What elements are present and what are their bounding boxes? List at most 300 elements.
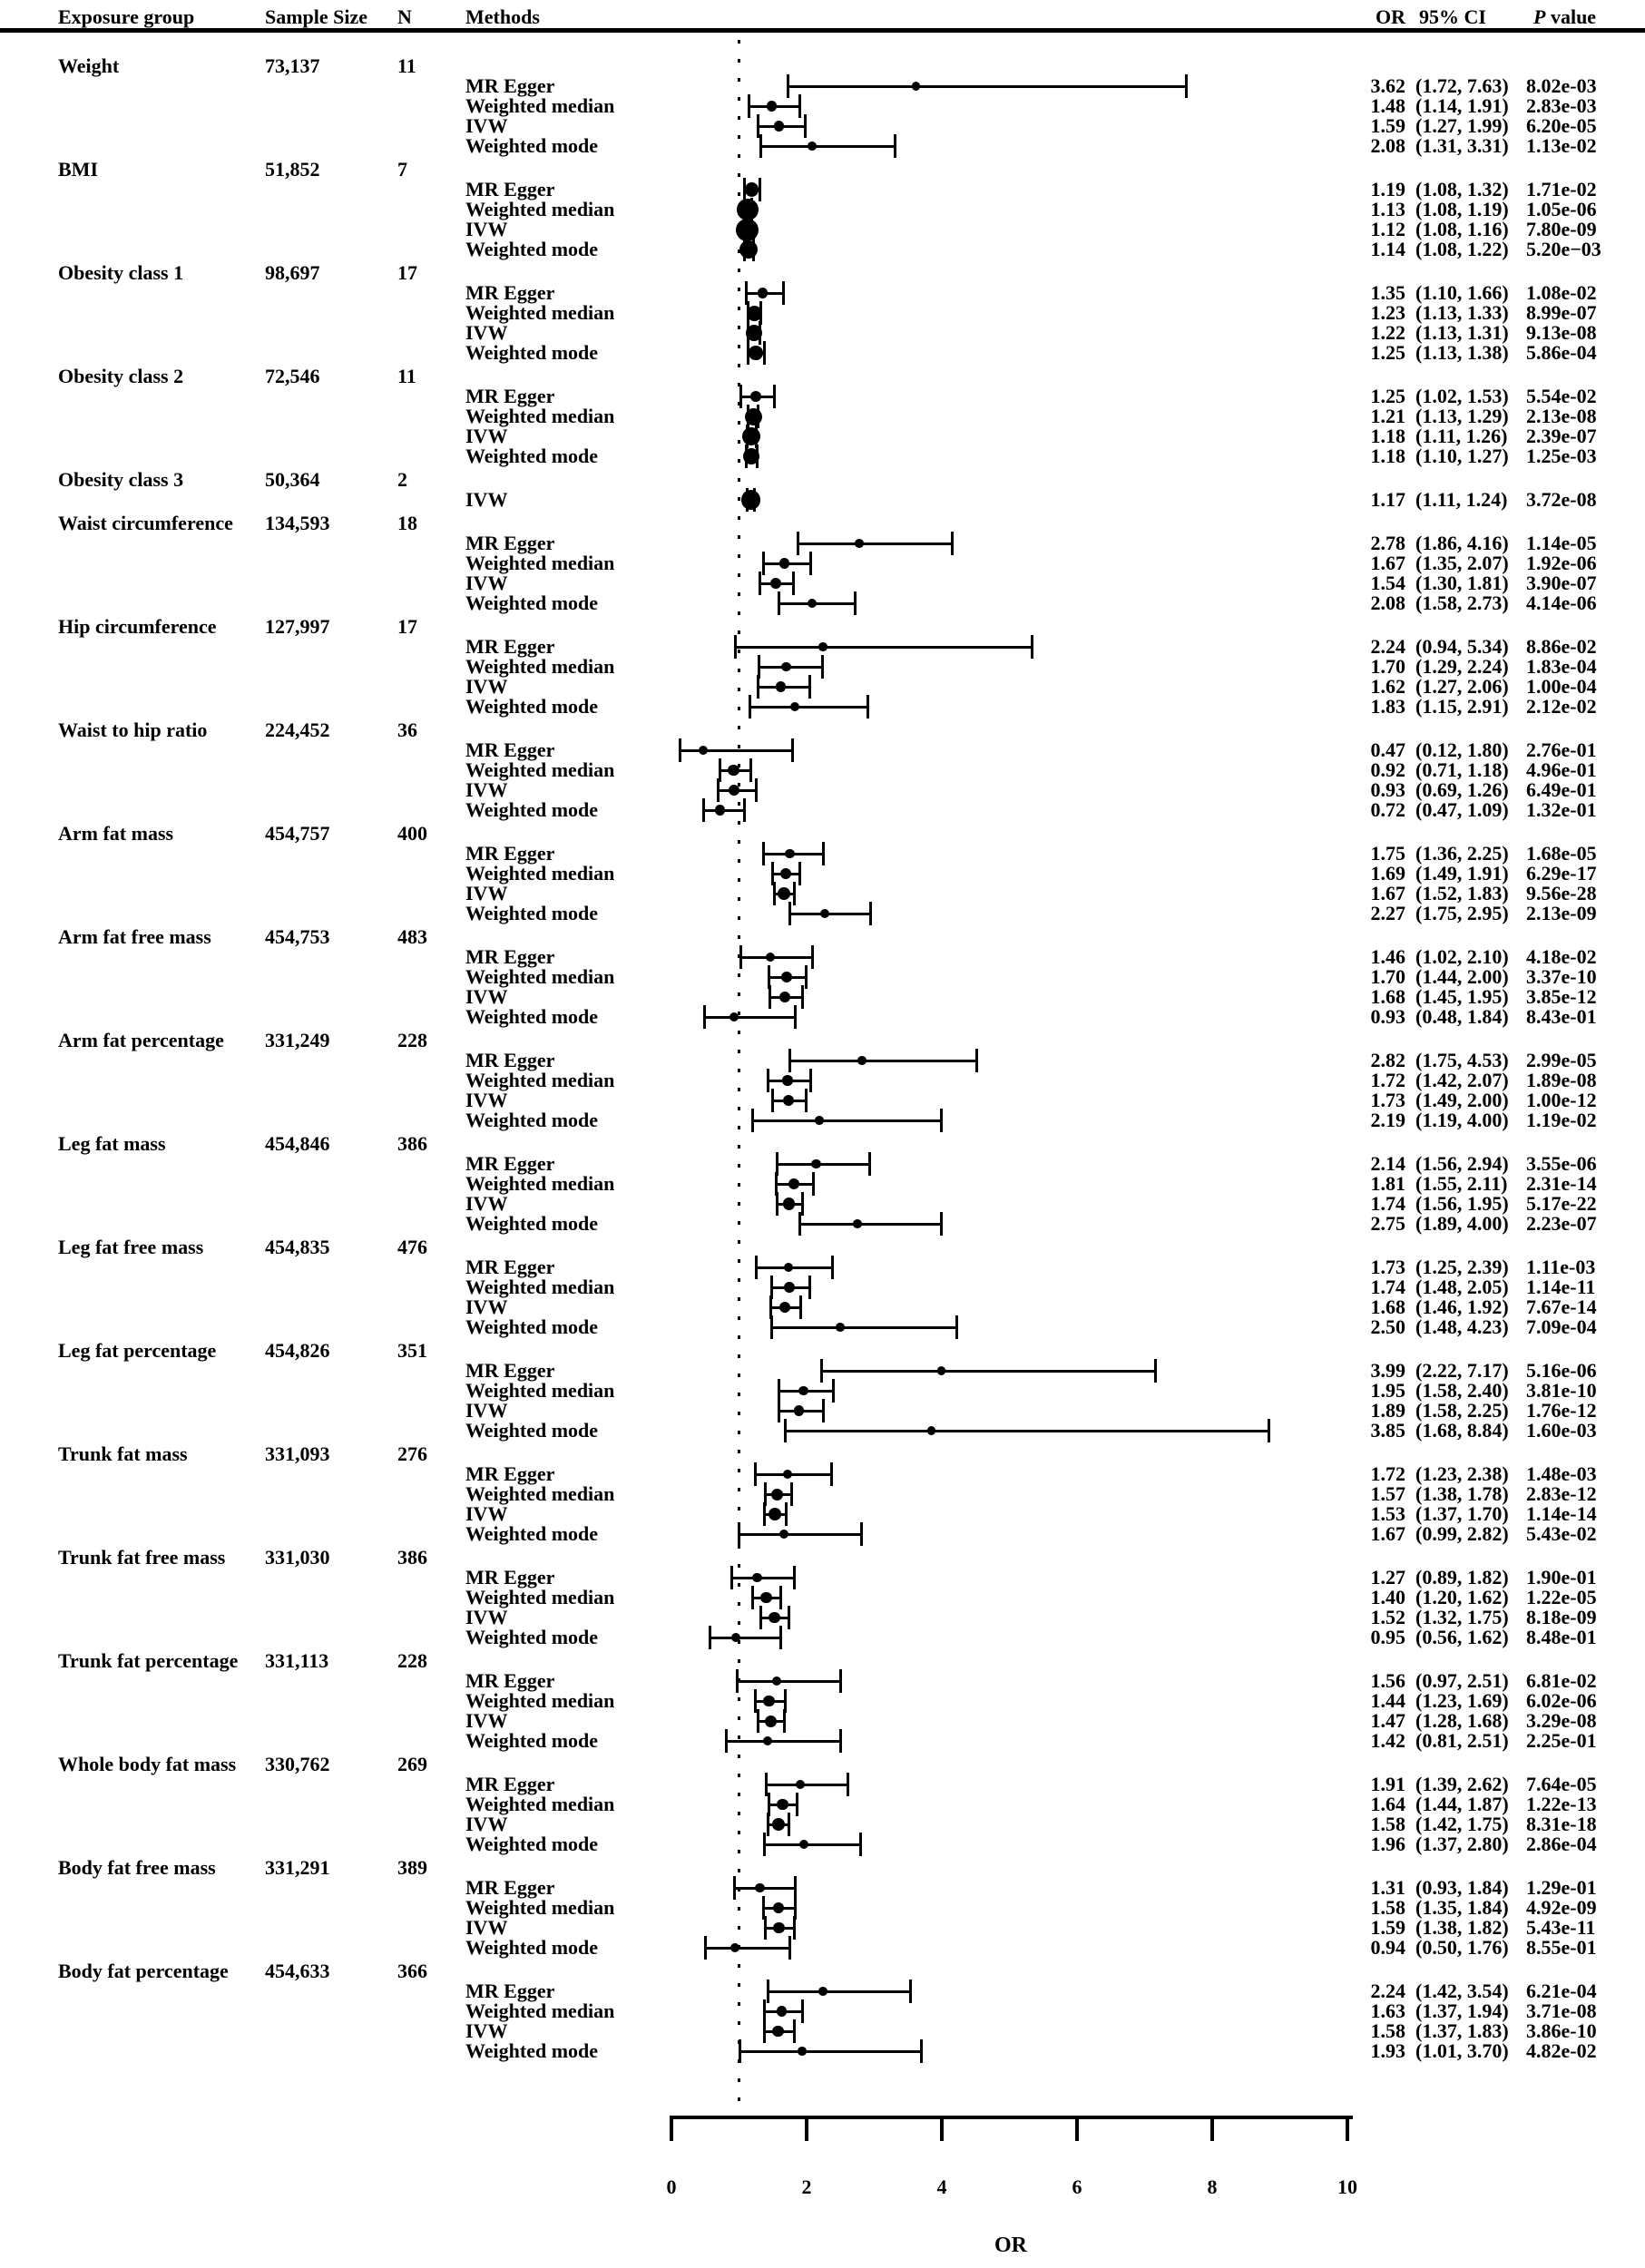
method-label: Weighted median [465, 301, 615, 324]
ci-upper-cap [847, 1773, 849, 1796]
point-estimate-marker [780, 868, 792, 880]
confidence-interval-bar [735, 646, 1033, 649]
ci-lower-cap [757, 1709, 759, 1733]
point-estimate-marker [742, 427, 760, 445]
ci-value: (0.56, 1.62) [1415, 1626, 1509, 1648]
ci-upper-cap [822, 1399, 825, 1422]
sample-size-value: 134,593 [265, 512, 330, 534]
point-estimate-marker [715, 805, 726, 816]
or-value: 2.78 [1370, 532, 1405, 554]
or-value: 0.93 [1370, 1005, 1405, 1028]
point-estimate-marker [767, 101, 777, 111]
method-label: Weighted median [465, 758, 615, 781]
ci-lower-cap [751, 1586, 754, 1609]
point-estimate-marker [769, 1508, 781, 1520]
method-label: Weighted median [465, 94, 615, 117]
sample-size-value: 331,030 [265, 1546, 330, 1569]
sample-size-value: 331,113 [265, 1649, 329, 1672]
point-estimate-marker [766, 953, 775, 962]
x-axis-title: OR [994, 2234, 1027, 2257]
ci-value: (1.46, 1.92) [1415, 1295, 1509, 1318]
exposure-label: Trunk fat percentage [58, 1649, 239, 1672]
ci-upper-cap [832, 1379, 835, 1403]
ci-upper-cap [955, 1315, 958, 1339]
or-value: 1.46 [1370, 945, 1405, 968]
point-estimate-marker [820, 909, 829, 918]
ci-value: (1.56, 2.94) [1415, 1152, 1509, 1175]
n-snps-value: 386 [397, 1546, 427, 1569]
ci-lower-cap [763, 1833, 766, 1856]
point-estimate-marker [755, 1883, 765, 1893]
or-value: 2.19 [1370, 1109, 1405, 1131]
method-label: Weighted mode [465, 902, 599, 924]
n-snps-value: 17 [397, 261, 417, 284]
ci-upper-cap [839, 1729, 842, 1753]
exposure-label: Trunk fat free mass [58, 1546, 226, 1569]
n-snps-value: 17 [397, 615, 417, 638]
p-value-italic-letter: P [1533, 5, 1546, 28]
p-value-rest: value [1545, 5, 1597, 28]
ci-value: (1.38, 1.82) [1415, 1916, 1509, 1939]
ci-upper-cap [869, 902, 872, 925]
point-estimate-marker [763, 1736, 772, 1745]
ci-value: (1.11, 1.24) [1415, 488, 1508, 511]
or-value: 1.89 [1370, 1399, 1405, 1422]
sample-size-value: 50,364 [265, 468, 320, 491]
p-value: 1.60e-03 [1526, 1419, 1597, 1442]
or-value: 1.53 [1370, 1502, 1405, 1525]
point-estimate-marker [779, 1530, 788, 1539]
point-estimate-marker [772, 2026, 783, 2037]
point-estimate-marker [857, 1056, 867, 1065]
confidence-interval-bar [768, 1990, 911, 1993]
ci-upper-cap [793, 1566, 796, 1589]
ci-value: (1.20, 1.62) [1415, 1586, 1509, 1608]
ci-lower-cap [733, 1876, 736, 1900]
ci-value: (1.58, 2.40) [1415, 1379, 1509, 1402]
point-estimate-marker [937, 1366, 945, 1374]
p-value: 2.86e-04 [1526, 1833, 1597, 1855]
ci-lower-cap [679, 738, 681, 762]
confidence-interval-bar [789, 1060, 977, 1062]
p-value: 6.20e-05 [1526, 114, 1597, 137]
x-axis-tick-label: 8 [1207, 2175, 1218, 2198]
ci-value: (1.49, 2.00) [1415, 1089, 1509, 1111]
confidence-interval-bar [789, 913, 870, 915]
ci-value: (1.42, 3.54) [1415, 1980, 1509, 2002]
ci-lower-cap [778, 591, 780, 615]
point-estimate-marker [785, 849, 795, 859]
method-label: IVW [465, 425, 508, 447]
x-axis-tick [940, 2116, 944, 2141]
ci-upper-cap [788, 1813, 790, 1836]
ci-upper-cap [1268, 1419, 1270, 1442]
p-value: 2.76e-01 [1526, 738, 1597, 761]
ci-value: (1.10, 1.27) [1415, 445, 1509, 467]
ci-lower-cap [773, 882, 776, 905]
p-value: 4.96e-01 [1526, 758, 1597, 781]
x-axis-tick [1075, 2116, 1079, 2141]
point-estimate-marker [752, 1573, 762, 1583]
p-value: 8.99e-07 [1526, 301, 1597, 324]
ci-value: (1.08, 1.22) [1415, 238, 1509, 260]
method-label: IVW [465, 1813, 508, 1835]
or-value: 1.73 [1370, 1089, 1405, 1111]
or-value: 0.94 [1370, 1936, 1405, 1959]
p-value: 3.55e-06 [1526, 1152, 1597, 1175]
point-estimate-marker [739, 240, 758, 259]
ci-value: (1.89, 4.00) [1415, 1212, 1509, 1235]
ci-value: (0.99, 2.82) [1415, 1522, 1509, 1545]
method-label: IVW [465, 985, 508, 1008]
p-value: 1.14e-05 [1526, 532, 1597, 554]
confidence-interval-bar [778, 602, 857, 605]
p-value: 5.16e-06 [1526, 1359, 1597, 1382]
p-value: 6.29e-17 [1526, 862, 1597, 885]
or-value: 1.69 [1370, 862, 1405, 885]
point-estimate-marker [771, 1489, 783, 1501]
p-value: 5.17e-22 [1526, 1192, 1597, 1215]
point-estimate-marker [811, 1159, 820, 1168]
or-value: 1.47 [1370, 1709, 1405, 1732]
ci-upper-cap [1031, 635, 1033, 659]
ci-value: (1.08, 1.32) [1415, 178, 1509, 200]
or-value: 1.83 [1370, 695, 1405, 718]
ci-lower-cap [778, 1399, 780, 1422]
n-snps-value: 2 [397, 468, 407, 491]
ci-lower-cap [763, 1502, 766, 1526]
point-estimate-marker [818, 642, 827, 650]
or-value: 2.75 [1370, 1212, 1405, 1235]
ci-lower-cap [771, 1089, 774, 1112]
exposure-label: Obesity class 1 [58, 261, 184, 284]
n-snps-value: 483 [397, 925, 427, 948]
ci-upper-cap [809, 1069, 812, 1092]
method-label: Weighted mode [465, 1936, 599, 1959]
ci-lower-cap [764, 1916, 767, 1940]
point-estimate-marker [777, 2006, 788, 2017]
ci-value: (0.50, 1.76) [1415, 1936, 1509, 1959]
ci-lower-cap [762, 552, 765, 575]
ci-value: (1.42, 2.07) [1415, 1069, 1509, 1091]
point-estimate-marker [784, 1282, 795, 1293]
p-value: 1.83e-04 [1526, 655, 1597, 678]
or-value: 1.67 [1370, 552, 1405, 574]
method-label: MR Egger [465, 178, 555, 200]
p-value: 1.71e-02 [1526, 178, 1597, 200]
confidence-interval-bar [785, 1430, 1268, 1432]
method-label: IVW [465, 1606, 508, 1628]
n-snps-value: 36 [397, 719, 417, 741]
ci-upper-cap [859, 1833, 862, 1856]
ci-lower-cap [748, 94, 750, 118]
or-value: 1.13 [1370, 198, 1405, 220]
ci-lower-cap [704, 1936, 707, 1960]
x-axis-tick [670, 2116, 673, 2141]
method-label: Weighted mode [465, 695, 599, 718]
ci-upper-cap [860, 1522, 863, 1546]
ci-value: (1.55, 2.11) [1415, 1172, 1508, 1195]
point-estimate-marker [799, 1840, 808, 1849]
ci-value: (1.37, 1.70) [1415, 1502, 1509, 1525]
point-estimate-marker [699, 746, 708, 755]
ci-upper-cap [793, 882, 796, 905]
ci-value: (1.02, 2.10) [1415, 945, 1509, 968]
method-label: IVW [465, 1916, 508, 1939]
point-estimate-marker [747, 306, 762, 321]
or-value: 1.19 [1370, 178, 1405, 200]
method-label: IVW [465, 675, 508, 698]
ci-value: (2.22, 7.17) [1415, 1359, 1509, 1382]
ci-value: (0.48, 1.84) [1415, 1005, 1509, 1028]
method-label: MR Egger [465, 842, 555, 865]
method-label: IVW [465, 1502, 508, 1525]
confidence-interval-bar [726, 1740, 841, 1743]
ci-upper-cap [830, 1462, 833, 1486]
or-value: 1.35 [1370, 281, 1405, 304]
ci-upper-cap [792, 572, 795, 595]
header-divider-line [0, 28, 1645, 33]
ci-lower-cap [787, 74, 789, 98]
exposure-label: Obesity class 3 [58, 468, 184, 491]
ci-upper-cap [804, 114, 807, 138]
ci-lower-cap [767, 1069, 769, 1092]
or-value: 1.95 [1370, 1379, 1405, 1402]
ci-value: (1.35, 1.84) [1415, 1896, 1509, 1919]
point-estimate-marker [783, 1470, 792, 1479]
method-label: Weighted mode [465, 1005, 599, 1028]
p-value: 3.72e-08 [1526, 488, 1597, 511]
or-value: 1.27 [1370, 1566, 1405, 1589]
point-estimate-marker [788, 1178, 799, 1189]
ci-lower-cap [767, 1980, 769, 2003]
method-label: MR Egger [465, 738, 555, 761]
ci-upper-cap [1154, 1359, 1157, 1383]
p-value: 7.64e-05 [1526, 1773, 1597, 1795]
or-value: 1.54 [1370, 572, 1405, 594]
ci-upper-cap [799, 1295, 802, 1319]
or-value: 2.14 [1370, 1152, 1405, 1175]
method-label: Weighted mode [465, 238, 599, 260]
method-label: MR Egger [465, 281, 555, 304]
or-value: 0.93 [1370, 778, 1405, 801]
ci-value: (1.13, 1.29) [1415, 405, 1509, 427]
sample-size-value: 72,546 [265, 365, 320, 387]
ci-lower-cap [717, 778, 720, 802]
method-label: Weighted mode [465, 1522, 599, 1545]
or-value: 3.99 [1370, 1359, 1405, 1382]
sample-size-value: 454,826 [265, 1339, 330, 1362]
ci-value: (1.27, 2.06) [1415, 675, 1509, 698]
x-axis-tick-label: 0 [666, 2175, 677, 2198]
p-value: 2.31e-14 [1526, 1172, 1597, 1195]
ci-upper-cap [793, 1916, 796, 1940]
or-value: 2.82 [1370, 1049, 1405, 1071]
point-estimate-marker [745, 182, 759, 197]
p-value: 1.92e-06 [1526, 552, 1597, 574]
p-value: 5.20e−03 [1526, 238, 1601, 260]
point-estimate-marker [765, 1716, 777, 1727]
ci-lower-cap [736, 1669, 739, 1693]
ci-upper-cap [788, 1936, 791, 1960]
method-label: IVW [465, 1192, 508, 1215]
exposure-label: Weight [58, 54, 120, 77]
or-value: 1.67 [1370, 1522, 1405, 1545]
or-value: 1.73 [1370, 1256, 1405, 1278]
ci-value: (1.37, 1.94) [1415, 1999, 1509, 2022]
n-snps-value: 476 [397, 1236, 427, 1258]
confidence-interval-bar [740, 956, 813, 959]
ci-lower-cap [702, 798, 705, 822]
ci-value: (1.30, 1.81) [1415, 572, 1509, 594]
sample-size-value: 330,762 [265, 1753, 330, 1775]
ci-value: (1.42, 1.75) [1415, 1813, 1509, 1835]
n-snps-value: 7 [397, 158, 407, 181]
ci-value: (0.69, 1.26) [1415, 778, 1509, 801]
confidence-interval-bar [752, 1119, 942, 1122]
ci-value: (1.15, 2.91) [1415, 695, 1509, 718]
ci-lower-cap [767, 1813, 769, 1836]
p-value: 3.81e-10 [1526, 1379, 1597, 1402]
point-estimate-marker [749, 346, 762, 359]
point-estimate-marker [783, 1095, 794, 1106]
or-value: 1.96 [1370, 1833, 1405, 1855]
point-estimate-marker [763, 1696, 774, 1706]
point-estimate-marker [798, 1386, 808, 1396]
ci-value: (1.23, 2.38) [1415, 1462, 1509, 1485]
p-value: 1.22e-05 [1526, 1586, 1597, 1608]
point-estimate-marker [777, 1799, 788, 1811]
p-value: 1.11e-03 [1526, 1256, 1596, 1278]
ci-upper-cap [808, 1276, 811, 1299]
ci-value: (1.75, 2.95) [1415, 902, 1509, 924]
ci-value: (1.32, 1.75) [1415, 1606, 1509, 1628]
exposure-label: Arm fat percentage [58, 1029, 224, 1051]
x-axis-tick [805, 2116, 808, 2141]
ci-upper-cap [894, 134, 896, 158]
method-label: MR Egger [465, 1876, 555, 1899]
ci-lower-cap [725, 1729, 728, 1753]
point-estimate-marker [790, 702, 799, 711]
method-label: IVW [465, 218, 508, 240]
sample-size-value: 331,093 [265, 1442, 330, 1465]
ci-value: (1.58, 2.25) [1415, 1399, 1509, 1422]
ci-upper-cap [920, 2039, 923, 2063]
p-value: 3.86e-10 [1526, 2019, 1597, 2042]
sample-size-value: 454,753 [265, 925, 330, 948]
or-value: 1.70 [1370, 965, 1405, 988]
p-value: 1.08e-02 [1526, 281, 1597, 304]
method-label: MR Egger [465, 74, 555, 97]
n-snps-value: 11 [397, 54, 416, 77]
ci-upper-cap [801, 1192, 804, 1216]
ci-lower-cap [749, 695, 751, 719]
ci-value: (0.81, 2.51) [1415, 1729, 1509, 1752]
point-estimate-marker [736, 219, 759, 241]
ci-lower-cap [757, 675, 759, 699]
ci-value: (0.47, 1.09) [1415, 798, 1509, 821]
ci-lower-cap [797, 532, 799, 555]
point-estimate-marker [779, 558, 789, 568]
confidence-interval-bar [734, 1887, 796, 1890]
ci-value: (1.13, 1.38) [1415, 341, 1509, 364]
point-estimate-marker [773, 1922, 785, 1934]
or-value: 1.57 [1370, 1482, 1405, 1505]
ci-value: (1.44, 1.87) [1415, 1793, 1509, 1815]
ci-value: (1.52, 1.83) [1415, 882, 1509, 904]
ci-value: (1.37, 2.80) [1415, 1833, 1509, 1855]
point-estimate-marker [781, 662, 791, 672]
or-value: 1.64 [1370, 1793, 1405, 1815]
p-value: 1.29e-01 [1526, 1876, 1597, 1899]
method-label: IVW [465, 882, 508, 904]
confidence-interval-bar [764, 1843, 861, 1846]
or-value: 1.42 [1370, 1729, 1405, 1752]
p-value: 3.85e-12 [1526, 985, 1597, 1008]
method-label: Weighted median [465, 198, 615, 220]
p-value: 2.39e-07 [1526, 425, 1597, 447]
p-value: 8.48e-01 [1526, 1626, 1597, 1648]
ci-lower-cap [759, 1606, 762, 1629]
method-label: IVW [465, 2019, 508, 2042]
ci-value: (1.37, 1.83) [1415, 2019, 1509, 2042]
point-estimate-marker [808, 142, 817, 151]
ci-value: (1.27, 1.99) [1415, 114, 1509, 137]
ci-upper-cap [909, 1980, 912, 2003]
p-value: 1.25e-03 [1526, 445, 1597, 467]
or-value: 1.56 [1370, 1669, 1405, 1692]
p-value: 8.02e-03 [1526, 74, 1597, 97]
sample-size-value: 454,633 [265, 1960, 330, 1982]
ci-upper-cap [1185, 74, 1188, 98]
ci-value: (1.01, 3.70) [1415, 2039, 1509, 2062]
or-value: 1.22 [1370, 321, 1405, 344]
ci-upper-cap [839, 1669, 842, 1693]
ci-lower-cap [763, 2019, 766, 2043]
p-value: 4.14e-06 [1526, 591, 1597, 614]
point-estimate-marker [855, 539, 864, 548]
column-header-95ci: 95% CI [1419, 5, 1486, 28]
method-label: Weighted mode [465, 445, 599, 467]
or-value: 1.68 [1370, 1295, 1405, 1318]
x-axis-tick [1210, 2116, 1214, 2141]
p-value: 5.43e-02 [1526, 1522, 1597, 1545]
column-header-p-value [1533, 7, 1596, 27]
or-value: 2.08 [1370, 134, 1405, 157]
ci-upper-cap [940, 1109, 943, 1132]
point-estimate-marker [769, 1612, 780, 1624]
confidence-interval-bar [737, 1680, 841, 1683]
or-value: 0.92 [1370, 758, 1405, 781]
point-estimate-marker [836, 1323, 845, 1332]
ci-lower-cap [770, 1315, 773, 1339]
or-value: 1.18 [1370, 445, 1405, 467]
point-estimate-marker [818, 1987, 827, 1996]
method-label: IVW [465, 114, 508, 137]
ci-value: (0.93, 1.84) [1415, 1876, 1509, 1899]
ci-value: (1.23, 1.69) [1415, 1689, 1509, 1712]
ci-value: (1.39, 2.62) [1415, 1773, 1509, 1795]
method-label: Weighted median [465, 1999, 615, 2022]
sample-size-value: 331,291 [265, 1856, 330, 1879]
p-value: 1.13e-02 [1526, 134, 1597, 157]
column-header-exposure-group: Exposure group [58, 5, 195, 28]
ci-lower-cap [739, 2039, 741, 2063]
x-axis-tick [1346, 2116, 1349, 2141]
method-label: IVW [465, 572, 508, 594]
ci-value: (1.48, 4.23) [1415, 1315, 1509, 1338]
p-value: 5.86e-04 [1526, 341, 1597, 364]
